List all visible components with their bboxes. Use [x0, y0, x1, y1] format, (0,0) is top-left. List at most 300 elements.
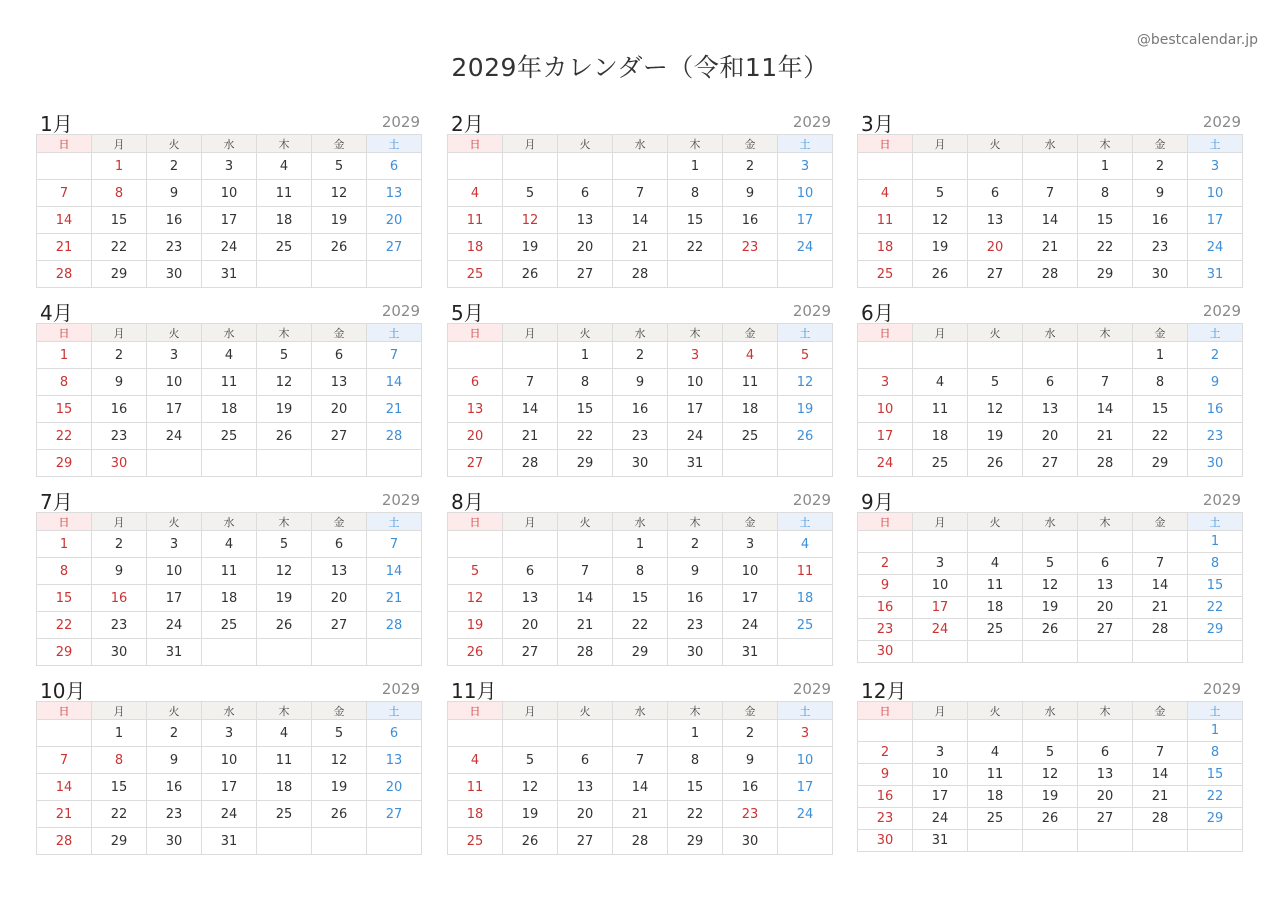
weekday-header: 火: [968, 135, 1023, 153]
day-cell: 10: [1188, 180, 1243, 207]
month-year: 2029: [792, 491, 831, 509]
day-cell: 12: [503, 207, 558, 234]
weekday-header: 月: [913, 513, 968, 531]
weekday-header: 木: [257, 513, 312, 531]
day-cell: 2: [92, 342, 147, 369]
day-cell: 8: [1188, 742, 1243, 764]
day-cell: 3: [723, 531, 778, 558]
week-row: [448, 180, 833, 207]
week-row: [858, 786, 1243, 808]
day-cell: 29: [1188, 619, 1243, 641]
day-cell: 4: [202, 531, 257, 558]
day-cell: 25: [448, 828, 503, 855]
month-name: 3月: [861, 112, 894, 136]
day-cell: 29: [1133, 450, 1188, 477]
empty-cell: [558, 531, 613, 558]
day-cell: 18: [913, 423, 968, 450]
day-cell: 27: [312, 423, 367, 450]
weekday-header: 金: [312, 702, 367, 720]
weekday-header-row: [858, 324, 1243, 342]
day-cell: 13: [367, 747, 422, 774]
empty-cell: [37, 153, 92, 180]
day-cell: 31: [913, 830, 968, 852]
day-cell: 6: [1023, 369, 1078, 396]
day-cell: 18: [257, 774, 312, 801]
day-cell: 19: [968, 423, 1023, 450]
day-cell: 7: [558, 558, 613, 585]
day-cell: 31: [202, 828, 257, 855]
week-row: [37, 585, 422, 612]
empty-cell: [1133, 531, 1188, 553]
week-row: [448, 369, 833, 396]
day-cell: 20: [367, 774, 422, 801]
weekday-header: 木: [1078, 513, 1133, 531]
month-table: [857, 512, 1243, 663]
month-name: 11月: [451, 679, 497, 703]
day-cell: 23: [147, 801, 202, 828]
day-cell: 8: [92, 747, 147, 774]
day-cell: 1: [1188, 531, 1243, 553]
day-cell: 19: [503, 234, 558, 261]
weekday-header: 火: [968, 702, 1023, 720]
day-cell: 10: [913, 764, 968, 786]
month-12: [857, 675, 1243, 852]
day-cell: 8: [1188, 553, 1243, 575]
empty-cell: [147, 450, 202, 477]
empty-cell: [558, 153, 613, 180]
weekday-header-row: [448, 324, 833, 342]
day-cell: 25: [257, 234, 312, 261]
day-cell: 1: [92, 720, 147, 747]
weekday-header: 水: [202, 135, 257, 153]
empty-cell: [613, 153, 668, 180]
weekday-header: 土: [778, 135, 833, 153]
day-cell: 23: [668, 612, 723, 639]
day-cell: 23: [858, 619, 913, 641]
week-row: [858, 808, 1243, 830]
day-cell: 25: [723, 423, 778, 450]
day-cell: 11: [202, 558, 257, 585]
week-row: [448, 774, 833, 801]
day-cell: 26: [312, 801, 367, 828]
day-cell: 14: [1133, 764, 1188, 786]
day-cell: 3: [202, 153, 257, 180]
day-cell: 30: [858, 830, 913, 852]
day-cell: 25: [257, 801, 312, 828]
week-row: [448, 450, 833, 477]
weekday-header: 木: [668, 324, 723, 342]
week-row: [858, 720, 1243, 742]
week-row: [858, 641, 1243, 663]
day-cell: 11: [723, 369, 778, 396]
day-cell: 1: [1078, 153, 1133, 180]
weekday-header: 金: [312, 324, 367, 342]
day-cell: 27: [1078, 808, 1133, 830]
day-cell: 1: [37, 342, 92, 369]
month-7: [36, 486, 422, 666]
empty-cell: [257, 261, 312, 288]
day-cell: 7: [1023, 180, 1078, 207]
month-5: [447, 297, 833, 477]
weekday-header: 月: [92, 513, 147, 531]
day-cell: 20: [503, 612, 558, 639]
day-cell: 9: [147, 180, 202, 207]
day-cell: 17: [913, 597, 968, 619]
empty-cell: [858, 342, 913, 369]
weekday-header: 月: [503, 324, 558, 342]
weekday-header: 土: [778, 702, 833, 720]
week-row: [37, 153, 422, 180]
day-cell: 6: [1078, 742, 1133, 764]
month-table: [36, 701, 422, 855]
day-cell: 24: [913, 808, 968, 830]
day-cell: 19: [257, 585, 312, 612]
week-row: [858, 553, 1243, 575]
day-cell: 12: [1023, 764, 1078, 786]
day-cell: 12: [503, 774, 558, 801]
weekday-header: 土: [1188, 702, 1243, 720]
weekday-header: 日: [448, 513, 503, 531]
empty-cell: [913, 342, 968, 369]
day-cell: 23: [147, 234, 202, 261]
day-cell: 29: [92, 828, 147, 855]
day-cell: 11: [257, 747, 312, 774]
day-cell: 30: [723, 828, 778, 855]
day-cell: 27: [503, 639, 558, 666]
day-cell: 18: [448, 801, 503, 828]
day-cell: 6: [312, 531, 367, 558]
day-cell: 7: [37, 747, 92, 774]
day-cell: 9: [668, 558, 723, 585]
day-cell: 20: [1023, 423, 1078, 450]
week-row: [448, 585, 833, 612]
month-11: [447, 675, 833, 855]
empty-cell: [968, 342, 1023, 369]
day-cell: 22: [558, 423, 613, 450]
empty-cell: [858, 531, 913, 553]
weekday-header-row: [37, 324, 422, 342]
day-cell: 26: [1023, 619, 1078, 641]
weekday-header-row: [37, 513, 422, 531]
week-row: [448, 720, 833, 747]
month-name: 2月: [451, 112, 484, 136]
day-cell: 28: [37, 828, 92, 855]
site-credit: @bestcalendar.jp: [1136, 32, 1258, 48]
day-cell: 19: [312, 207, 367, 234]
weekday-header: 木: [668, 135, 723, 153]
day-cell: 1: [668, 720, 723, 747]
month-header: [447, 297, 833, 323]
empty-cell: [1133, 720, 1188, 742]
day-cell: 24: [858, 450, 913, 477]
empty-cell: [1078, 531, 1133, 553]
week-row: [37, 612, 422, 639]
weekday-header: 火: [147, 702, 202, 720]
weekday-header: 木: [257, 135, 312, 153]
empty-cell: [1133, 641, 1188, 663]
day-cell: 5: [257, 531, 312, 558]
page-title: 2029年カレンダー（令和11年）: [451, 53, 829, 82]
month-year: 2029: [381, 680, 420, 698]
empty-cell: [1078, 720, 1133, 742]
month-8: [447, 486, 833, 666]
day-cell: 2: [92, 531, 147, 558]
weekday-header: 火: [558, 324, 613, 342]
week-row: [37, 558, 422, 585]
day-cell: 4: [858, 180, 913, 207]
weekday-header: 月: [913, 702, 968, 720]
day-cell: 24: [913, 619, 968, 641]
day-cell: 13: [1078, 764, 1133, 786]
day-cell: 25: [202, 423, 257, 450]
weekday-header: 金: [723, 702, 778, 720]
day-cell: 26: [503, 261, 558, 288]
month-year: 2029: [381, 113, 420, 131]
empty-cell: [1133, 830, 1188, 852]
weekday-header: 水: [613, 513, 668, 531]
empty-cell: [367, 261, 422, 288]
day-cell: 2: [858, 553, 913, 575]
day-cell: 11: [968, 764, 1023, 786]
day-cell: 6: [558, 747, 613, 774]
day-cell: 8: [668, 180, 723, 207]
day-cell: 15: [668, 774, 723, 801]
month-name: 6月: [861, 301, 894, 325]
week-row: [448, 558, 833, 585]
day-cell: 27: [558, 828, 613, 855]
day-cell: 15: [1188, 764, 1243, 786]
empty-cell: [503, 153, 558, 180]
day-cell: 16: [92, 396, 147, 423]
day-cell: 13: [558, 774, 613, 801]
weekday-header: 日: [448, 324, 503, 342]
day-cell: 27: [1023, 450, 1078, 477]
day-cell: 6: [968, 180, 1023, 207]
week-row: [448, 828, 833, 855]
empty-cell: [723, 261, 778, 288]
day-cell: 9: [92, 369, 147, 396]
weekday-header: 火: [968, 513, 1023, 531]
weekday-header: 土: [778, 513, 833, 531]
day-cell: 15: [613, 585, 668, 612]
day-cell: 9: [723, 747, 778, 774]
weekday-header: 金: [1133, 702, 1188, 720]
day-cell: 24: [147, 612, 202, 639]
week-row: [448, 396, 833, 423]
weekday-header: 日: [37, 135, 92, 153]
day-cell: 12: [257, 558, 312, 585]
day-cell: 17: [202, 207, 257, 234]
day-cell: 29: [92, 261, 147, 288]
week-row: [448, 531, 833, 558]
weekday-header: 土: [367, 324, 422, 342]
day-cell: 7: [1133, 553, 1188, 575]
day-cell: 3: [147, 531, 202, 558]
day-cell: 21: [558, 612, 613, 639]
day-cell: 19: [257, 396, 312, 423]
day-cell: 3: [778, 153, 833, 180]
day-cell: 7: [1078, 369, 1133, 396]
day-cell: 17: [147, 585, 202, 612]
day-cell: 26: [312, 234, 367, 261]
empty-cell: [613, 720, 668, 747]
day-cell: 20: [448, 423, 503, 450]
day-cell: 18: [968, 786, 1023, 808]
week-row: [858, 234, 1243, 261]
day-cell: 22: [668, 801, 723, 828]
day-cell: 14: [558, 585, 613, 612]
day-cell: 29: [37, 639, 92, 666]
day-cell: 25: [913, 450, 968, 477]
day-cell: 9: [858, 575, 913, 597]
day-cell: 2: [613, 342, 668, 369]
empty-cell: [257, 828, 312, 855]
weekday-header: 土: [367, 135, 422, 153]
day-cell: 5: [913, 180, 968, 207]
empty-cell: [913, 153, 968, 180]
weekday-header: 日: [448, 135, 503, 153]
day-cell: 24: [147, 423, 202, 450]
week-row: [37, 369, 422, 396]
day-cell: 12: [312, 180, 367, 207]
day-cell: 20: [312, 396, 367, 423]
day-cell: 19: [1023, 597, 1078, 619]
empty-cell: [503, 531, 558, 558]
day-cell: 11: [913, 396, 968, 423]
week-row: [858, 423, 1243, 450]
day-cell: 25: [448, 261, 503, 288]
week-row: [37, 423, 422, 450]
day-cell: 23: [92, 423, 147, 450]
day-cell: 5: [1023, 742, 1078, 764]
day-cell: 21: [613, 801, 668, 828]
day-cell: 20: [1078, 786, 1133, 808]
week-row: [858, 180, 1243, 207]
day-cell: 18: [202, 585, 257, 612]
weekday-header: 金: [723, 324, 778, 342]
weekday-header: 木: [1078, 324, 1133, 342]
day-cell: 3: [913, 742, 968, 764]
month-header: [36, 486, 422, 512]
empty-cell: [1188, 641, 1243, 663]
day-cell: 20: [558, 801, 613, 828]
month-year: 2029: [792, 302, 831, 320]
day-cell: 24: [668, 423, 723, 450]
weekday-header: 月: [503, 702, 558, 720]
day-cell: 5: [257, 342, 312, 369]
day-cell: 1: [558, 342, 613, 369]
day-cell: 18: [257, 207, 312, 234]
empty-cell: [723, 450, 778, 477]
day-cell: 9: [147, 747, 202, 774]
day-cell: 3: [147, 342, 202, 369]
day-cell: 17: [723, 585, 778, 612]
week-row: [448, 801, 833, 828]
empty-cell: [448, 720, 503, 747]
empty-cell: [503, 720, 558, 747]
week-row: [37, 801, 422, 828]
weekday-header: 木: [257, 702, 312, 720]
empty-cell: [858, 153, 913, 180]
weekday-header: 水: [1023, 135, 1078, 153]
month-10: [36, 675, 422, 855]
day-cell: 12: [312, 747, 367, 774]
day-cell: 13: [968, 207, 1023, 234]
empty-cell: [1023, 641, 1078, 663]
day-cell: 30: [1133, 261, 1188, 288]
day-cell: 3: [913, 553, 968, 575]
day-cell: 4: [202, 342, 257, 369]
weekday-header: 土: [1188, 513, 1243, 531]
day-cell: 1: [92, 153, 147, 180]
day-cell: 8: [37, 558, 92, 585]
weekday-header: 月: [503, 135, 558, 153]
week-row: [37, 207, 422, 234]
day-cell: 17: [778, 207, 833, 234]
day-cell: 20: [558, 234, 613, 261]
day-cell: 26: [913, 261, 968, 288]
day-cell: 5: [312, 720, 367, 747]
day-cell: 28: [1078, 450, 1133, 477]
day-cell: 6: [367, 153, 422, 180]
weekday-header: 水: [1023, 513, 1078, 531]
day-cell: 14: [37, 774, 92, 801]
month-header: [36, 297, 422, 323]
day-cell: 8: [1078, 180, 1133, 207]
month-1: [36, 108, 422, 288]
empty-cell: [913, 720, 968, 742]
week-row: [858, 830, 1243, 852]
week-row: [858, 396, 1243, 423]
day-cell: 6: [1078, 553, 1133, 575]
day-cell: 4: [448, 747, 503, 774]
day-cell: 5: [503, 180, 558, 207]
day-cell: 11: [968, 575, 1023, 597]
empty-cell: [448, 342, 503, 369]
month-header: [857, 108, 1243, 134]
weekday-header: 日: [37, 324, 92, 342]
day-cell: 15: [1078, 207, 1133, 234]
weekday-header: 金: [1133, 324, 1188, 342]
day-cell: 15: [92, 774, 147, 801]
day-cell: 12: [448, 585, 503, 612]
empty-cell: [257, 450, 312, 477]
day-cell: 6: [503, 558, 558, 585]
weekday-header: 金: [1133, 135, 1188, 153]
day-cell: 13: [312, 369, 367, 396]
day-cell: 26: [448, 639, 503, 666]
day-cell: 26: [503, 828, 558, 855]
week-row: [37, 720, 422, 747]
empty-cell: [1078, 342, 1133, 369]
weekday-header: 月: [92, 702, 147, 720]
month-name: 1月: [40, 112, 73, 136]
day-cell: 25: [202, 612, 257, 639]
day-cell: 11: [448, 774, 503, 801]
day-cell: 1: [1188, 720, 1243, 742]
day-cell: 7: [367, 342, 422, 369]
day-cell: 10: [778, 747, 833, 774]
weekday-header: 火: [147, 513, 202, 531]
week-row: [37, 180, 422, 207]
day-cell: 16: [723, 774, 778, 801]
day-cell: 23: [1188, 423, 1243, 450]
empty-cell: [1023, 531, 1078, 553]
day-cell: 25: [968, 619, 1023, 641]
month-6: [857, 297, 1243, 477]
week-row: [37, 234, 422, 261]
day-cell: 5: [448, 558, 503, 585]
